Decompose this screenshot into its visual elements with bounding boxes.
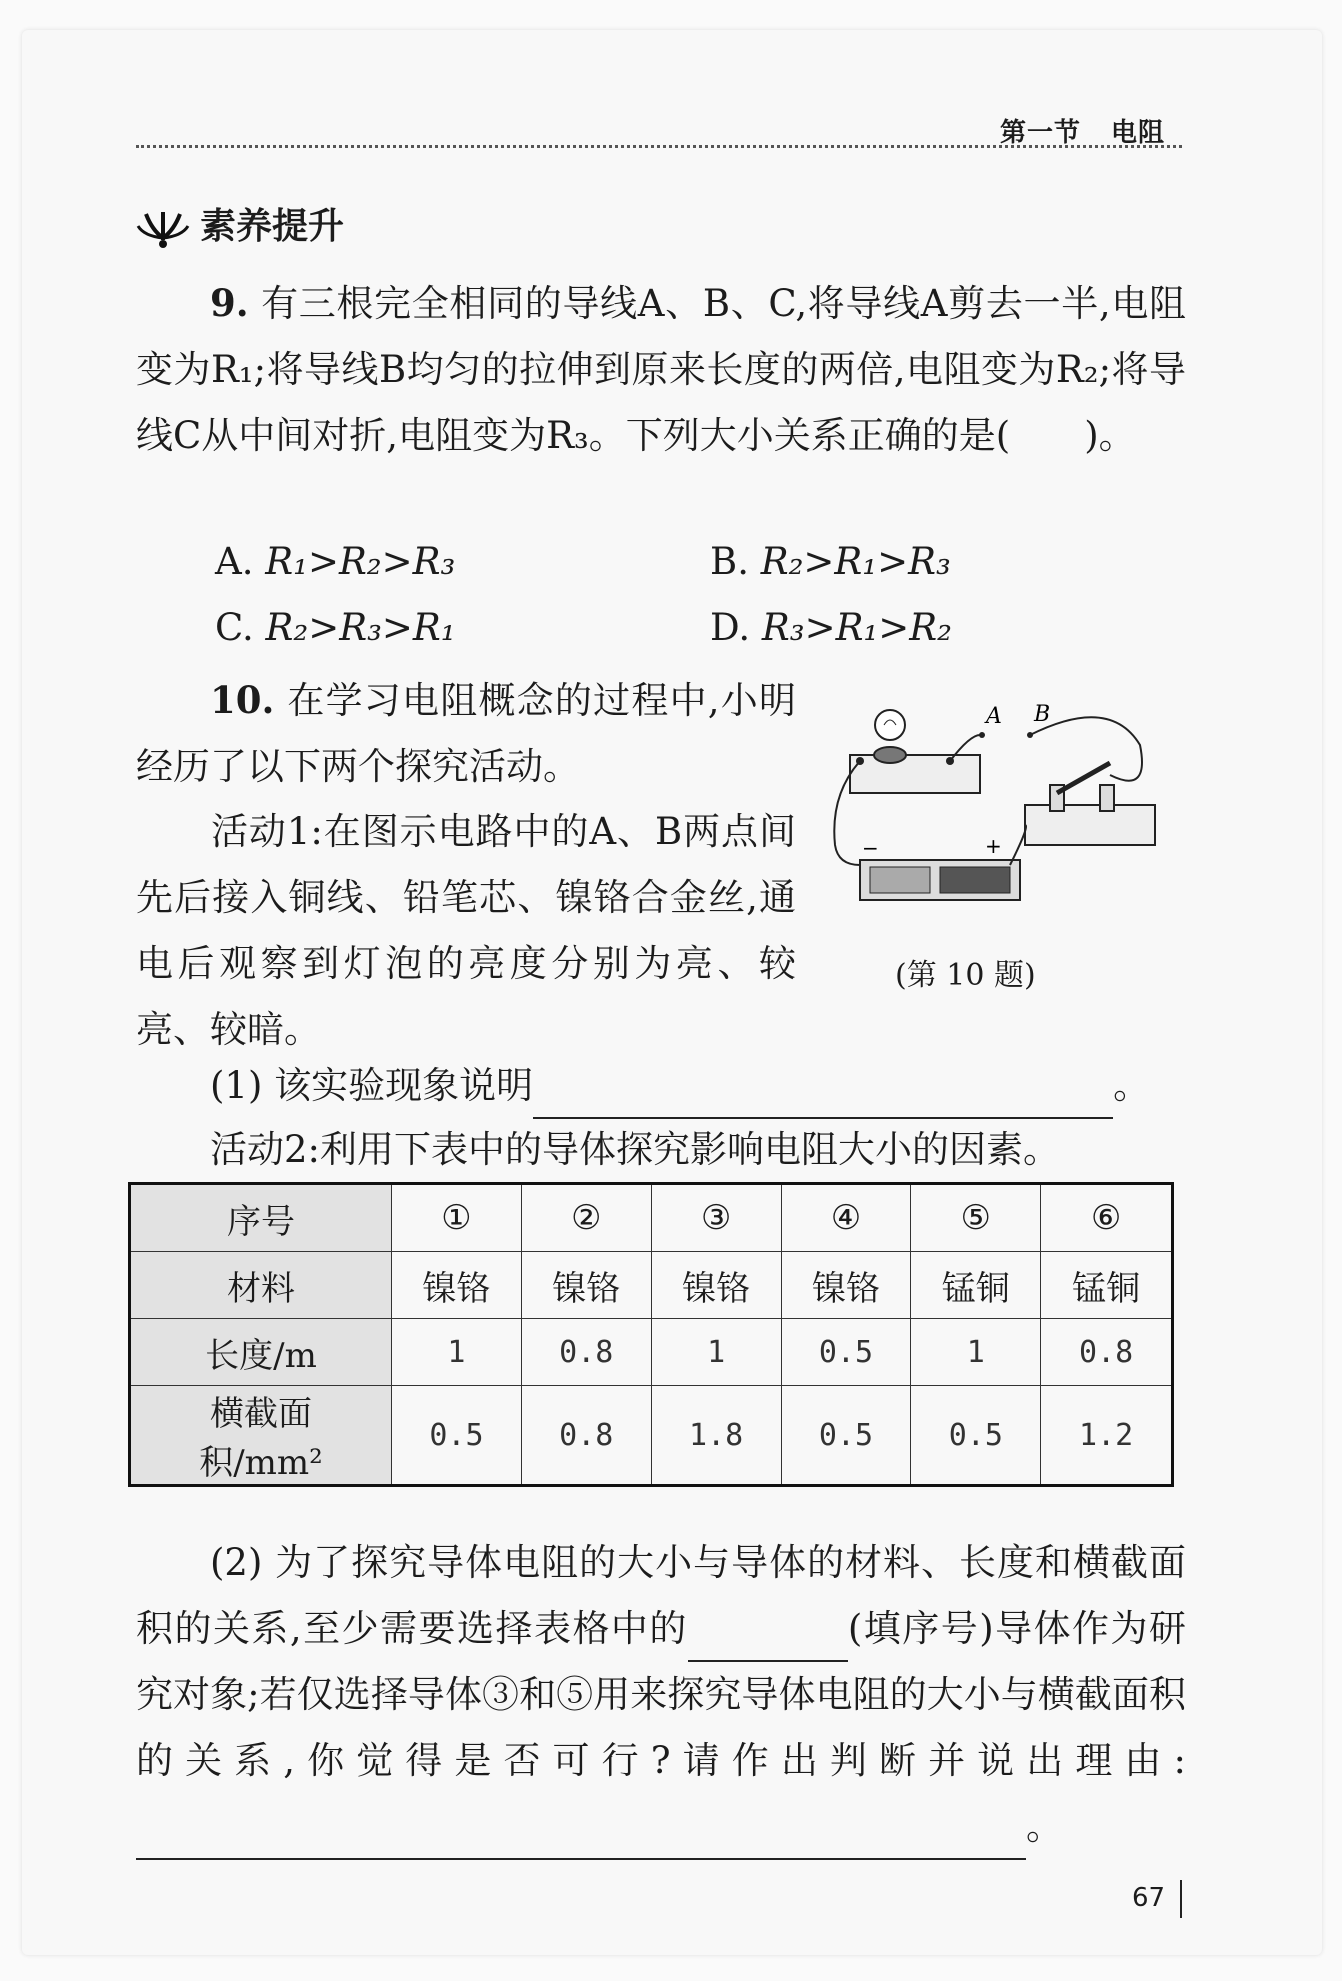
- bulb-icon: [874, 747, 906, 763]
- table-row: [130, 1386, 1173, 1486]
- table-header-cell: 材料: [130, 1252, 392, 1319]
- plus-label: +: [985, 834, 1002, 858]
- table-cell: ④: [781, 1184, 911, 1252]
- table-cell: 1: [651, 1319, 781, 1386]
- table-cell: 1.2: [1041, 1386, 1173, 1486]
- table-cell: 镍铬: [781, 1252, 911, 1319]
- table-header-cell: 长度/m: [130, 1319, 392, 1386]
- q9-option-b[interactable]: B. R₂>R₁>R₃: [710, 540, 951, 583]
- header-divider: [136, 145, 1182, 148]
- table-cell: 0.5: [392, 1386, 522, 1486]
- table-cell: 锰铜: [1041, 1252, 1173, 1319]
- question-9: [136, 270, 1186, 469]
- q9-option-a[interactable]: A. R₁>R₂>R₃: [215, 540, 456, 583]
- q10-intro: 10. 在学习电阻概念的过程中,小明经历了以下两个探究活动。: [136, 678, 796, 788]
- sub2-sequence-blank[interactable]: [688, 1620, 848, 1662]
- switch-icon: [1025, 763, 1155, 845]
- q9-option-c[interactable]: C. R₂>R₃>R₁: [215, 606, 456, 649]
- q9-number: 9.: [210, 281, 249, 325]
- section-title: 素养提升: [200, 206, 345, 247]
- page-number: 67: [1132, 1883, 1166, 1913]
- conductor-table: [128, 1182, 1174, 1487]
- table-cell: 0.8: [521, 1319, 651, 1386]
- q10-number: 10.: [210, 678, 275, 722]
- minus-label: −: [862, 836, 879, 860]
- table-cell: ③: [651, 1184, 781, 1252]
- table-cell: 0.8: [521, 1386, 651, 1486]
- table-cell: ①: [392, 1184, 522, 1252]
- q10-activity2: 活动2:利用下表中的导体探究影响电阻大小的因素。: [210, 1128, 1061, 1171]
- table-row: [130, 1319, 1173, 1386]
- table-cell: 1.8: [651, 1386, 781, 1486]
- figure-caption: (第 10 题): [895, 958, 1036, 993]
- table-row: [130, 1252, 1173, 1319]
- table-row: [130, 1184, 1173, 1252]
- page-number-bar: [1180, 1880, 1182, 1918]
- table-cell: 0.8: [1041, 1319, 1173, 1386]
- battery-icon: [860, 860, 1020, 900]
- table-cell: ⑥: [1041, 1184, 1173, 1252]
- q10-sub1: (1) 该实验现象说明 。: [210, 1053, 1186, 1119]
- terminal-a-label: A: [986, 704, 1002, 729]
- running-header: [1000, 112, 1165, 149]
- table-cell: 0.5: [781, 1386, 911, 1486]
- table-cell: 1: [392, 1319, 522, 1386]
- table-cell: ②: [521, 1184, 651, 1252]
- section-heading: [136, 198, 344, 249]
- header-title: 电阻: [1111, 118, 1166, 148]
- q10-sub2: (2) 为了探究导体电阻的大小与导体的材料、长度和横截面积的关系,至少需要选择表格中的 (填序号)导体作为研究对象;若仅选择导体③和⑤用来探究导体电阻的大小与横截面积的关系,你觉得是否可行?请作出判断并说出理由:。: [136, 1530, 1186, 1860]
- table-header-cell: 横截面积/mm²: [130, 1386, 392, 1486]
- table-cell: 0.5: [781, 1319, 911, 1386]
- sub1-answer-blank[interactable]: [533, 1077, 1113, 1119]
- table-cell: ⑤: [911, 1184, 1041, 1252]
- table-cell: 1: [911, 1319, 1041, 1386]
- table-cell: 镍铬: [651, 1252, 781, 1319]
- q9-option-d[interactable]: D. R₃>R₁>R₂: [710, 606, 952, 649]
- sub2-reason-blank[interactable]: [136, 1818, 1026, 1860]
- table-cell: 镍铬: [392, 1252, 522, 1319]
- q9-text: 有三根完全相同的导线A、B、C,将导线A剪去一半,电阻变为R₁;将导线B均匀的拉伸到原来长度的两倍,电阻变为R₂;将导线C从中间对折,电阻变为R₃。下列大小关系正确的是( )。: [136, 282, 1186, 457]
- table-header-cell: 序号: [130, 1184, 392, 1252]
- terminal-b-label: B: [1034, 702, 1051, 727]
- q10-activity1: 活动1:在图示电路中的A、B两点间先后接入铜线、铅笔芯、镍铬合金丝,通电后观察到灯泡的亮度分别为亮、较亮、较暗。: [136, 810, 796, 1051]
- header-section: 第一节: [1000, 118, 1082, 148]
- circuit-figure: [810, 695, 1190, 935]
- table-cell: 锰铜: [911, 1252, 1041, 1319]
- sprout-icon: [136, 200, 190, 248]
- table-cell: 0.5: [911, 1386, 1041, 1486]
- table-cell: 镍铬: [521, 1252, 651, 1319]
